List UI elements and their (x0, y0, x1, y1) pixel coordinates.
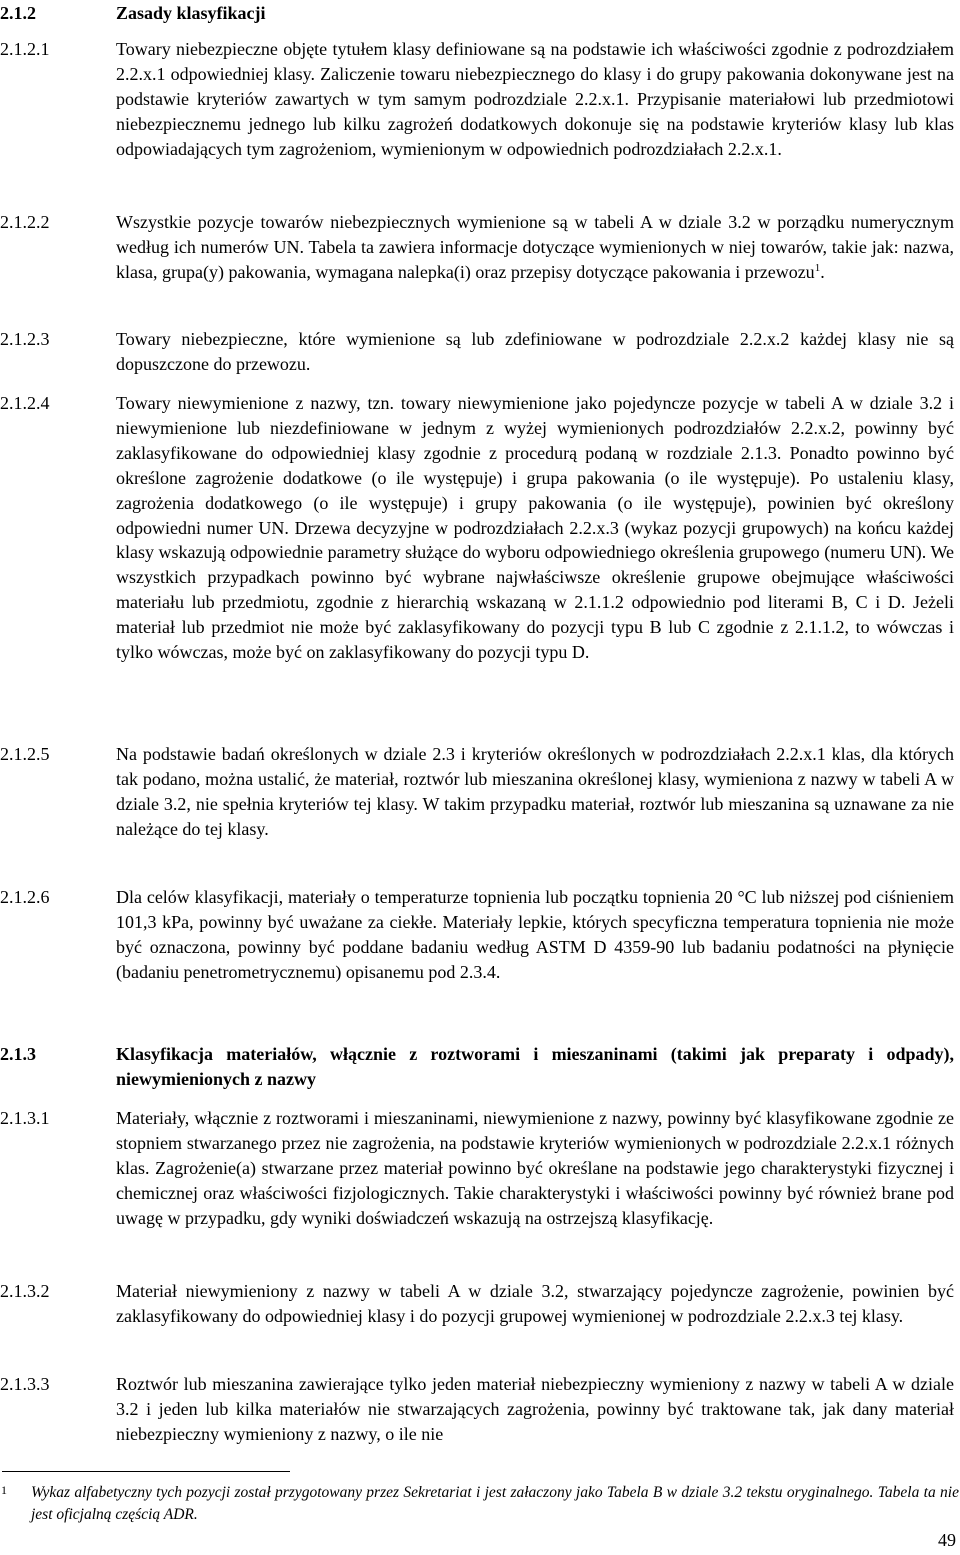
section-2-1-2-3 (0, 327, 960, 377)
section-2-1-3-1 (0, 1106, 960, 1231)
section-2-1-2-2 (0, 210, 960, 285)
section-paragraph: Materiał niewymieniony z nazwy w tabeli A w dziale 3.2, stwarzający pojedyncze zagrożenie, powinien być zaklasyfikowany do odpowiedniej klasy i do pozycji grupowej wymienionej w podrozdziale 2.2.x.3 tej klasy. (116, 1281, 954, 1326)
footnote (0, 1482, 960, 1525)
section-number: 2.1.2.3 (0, 329, 50, 349)
section-number: 2.1.3.1 (0, 1108, 50, 1128)
page-number: 49 (938, 1530, 956, 1550)
section-paragraph: Towary niewymienione z nazwy, tzn. towary niewymienione jako pojedyncze pozycje w tabeli A w dziale 3.2 i niewymienione lub niezdefiniowane w jednym z wyżej wymienionych podrozdziałów 2.2.x.2, powinny być zaklasyfikowane do odpowiedniej klasy zgodnie z procedurą podaną w rozdziale 2.1.3. Ponadto powinno być określone zagrożenie dodatkowe (o ile występuje) i grupa pakowania (o ile występuje). Po ustaleniu klasy, zagrożenia dodatkowego (o ile występuje) i grupy pakowania (o ile występuje), powinien być określony odpowiedni numer UN. Drzewa decyzyjne w podrozdziałach 2.2.x.3 (wykaz pozycji grupowych) na końcu każdej klasy wskazują odpowiednie parametry służące do wyboru odpowiedniego określenia grupowego (numeru UN). We wszystkich przypadkach powinno być wybrane najwłaściwsze określenie grupowe obejmujące właściwości materiału lub przedmiotu, zgodnie z hierarchią wskazaną w 2.1.1.2 odpowiednio pod literami B, C i D. Jeżeli materiał lub przedmiot nie może być zaklasyfikowany do pozycji typu B lub C zgodnie z 2.1.1.2, to wówczas i tylko wówczas, może być on zaklasyfikowany do pozycji typu D. (116, 393, 954, 663)
footnote-mark: 1 (1, 1483, 7, 1497)
section-number: 2.1.3.3 (0, 1374, 50, 1394)
section-number: 2.1.2.6 (0, 887, 50, 907)
footnote-reference[interactable]: 1 (814, 261, 821, 274)
section-paragraph: Materiały, włącznie z roztworami i mieszaninami, niewymienione z nazwy, powinny być klasyfikowane zgodnie ze stopniem stwarzanego przez nie zagrożenia, na podstawie kryteriów wymienionych w podrozdziale 2.2.x.1 różnych klas. Zagrożenie(a) stwarzane przez materiał powinno być określane na podstawie jego charakterystyki fizycznej i chemicznej oraz właściwości fizjologicznych. Takie charakterystyki i właściwości powinny być również brane pod uwagę w przypadku, gdy wyniki doświadczeń wskazują na ostrzejszą klasyfikację. (116, 1108, 954, 1228)
section-2-1-2-4 (0, 391, 960, 665)
section-number: 2.1.2 (0, 3, 36, 23)
section-title: Klasyfikacja materiałów, włącznie z roztworami i mieszaninami (takimi jak preparaty i odpady), niewymienionych z nazwy (116, 1044, 954, 1089)
section-number: 2.1.2.2 (0, 212, 50, 232)
section-number: 2.1.2.4 (0, 393, 50, 413)
section-2-1-3-heading (0, 1042, 960, 1092)
section-number: 2.1.3 (0, 1044, 36, 1064)
section-number: 2.1.3.2 (0, 1281, 50, 1301)
section-2-1-2-6 (0, 885, 960, 985)
section-2-1-2-5 (0, 742, 960, 842)
footnote-text: Wykaz alfabetyczny tych pozycji został przygotowany przez Sekretariat i jest załaczony jako Tabela B w dziale 3.2 tekstu oryginalnego. Tabela ta nie jest oficjalną częścią ADR. (31, 1484, 959, 1523)
section-number: 2.1.2.5 (0, 744, 50, 764)
section-2-1-3-3 (0, 1372, 960, 1447)
section-paragraph: Na podstawie badań określonych w dziale 2.3 i kryteriów określonych w podrozdziałach 2.2.x.1 klas, dla których tak podano, można ustalić, że materiał, roztwór lub mieszanina określonej klasy, wymieniona z nazwy w tabeli A w dziale 3.2, nie spełnia kryteriów tej klasy. W takim przypadku materiał, roztwór lub mieszanina są uznawane za nie należące do tej klasy. (116, 744, 954, 839)
section-paragraph: Roztwór lub mieszanina zawierające tylko jeden materiał niebezpieczny wymieniony z nazwy w tabeli A w dziale 3.2 i jeden lub kilka materiałów nie stwarzających zagrożenia, powinny być traktowane tak, jak dany materiał niebezpieczny wymieniony z nazwy, o ile nie (116, 1374, 954, 1444)
section-2-1-3-2 (0, 1279, 960, 1329)
section-paragraph (116, 210, 954, 285)
footnote-separator (2, 1471, 290, 1472)
section-paragraph-text: Wszystkie pozycje towarów niebezpiecznych wymienione są w tabeli A w dziale 3.2 w porządku numerycznym według ich numerów UN. Tabela ta zawiera informacje dotyczące wymienionych w niej towarów, takie jak: nazwa, klasa, grupa(y) pakowania, wymagana nalepka(i) oraz przepisy dotyczące pakowania i przewozu (116, 212, 954, 282)
section-paragraph: Towary niebezpieczne, które wymienione są lub zdefiniowane w podrozdziale 2.2.x.2 każdej klasy nie są dopuszczone do przewozu. (116, 329, 954, 374)
section-paragraph-end: . (820, 261, 825, 282)
section-2-1-2-heading (0, 1, 960, 26)
section-paragraph: Dla celów klasyfikacji, materiały o temperaturze topnienia lub początku topnienia 20 °C lub niższej pod ciśnieniem 101,3 kPa, powinny być uważane za ciekłe. Materiały lepkie, których specyficzna temperatura topnienia nie może być oznaczona, powinny być poddane badaniu według ASTM D 4359-90 lub badaniu podatności na płynięcie (badaniu penetrometrycznemu) opisanemu pod 2.3.4. (116, 887, 954, 982)
section-2-1-2-1 (0, 37, 960, 162)
section-number: 2.1.2.1 (0, 39, 50, 59)
section-paragraph: Towary niebezpieczne objęte tytułem klasy definiowane są na podstawie ich właściwości zgodnie z podrozdziałem 2.2.x.1 odpowiedniej klasy. Zaliczenie towaru niebezpiecznego do klasy i do grupy pakowania dokonywane jest na podstawie kryteriów zawartych w tym samym podrozdziale 2.2.x.1. Przypisanie materiałowi lub przedmiotowi niebezpiecznemu jednego lub kilku zagrożeń dodatkowych dokonuje się na podstawie kryteriów klasy lub klas odpowiadających tym zagrożeniom, wymienionym w odpowiednich podrozdziałach 2.2.x.1. (116, 39, 954, 159)
section-title: Zasady klasyfikacji (116, 3, 266, 23)
